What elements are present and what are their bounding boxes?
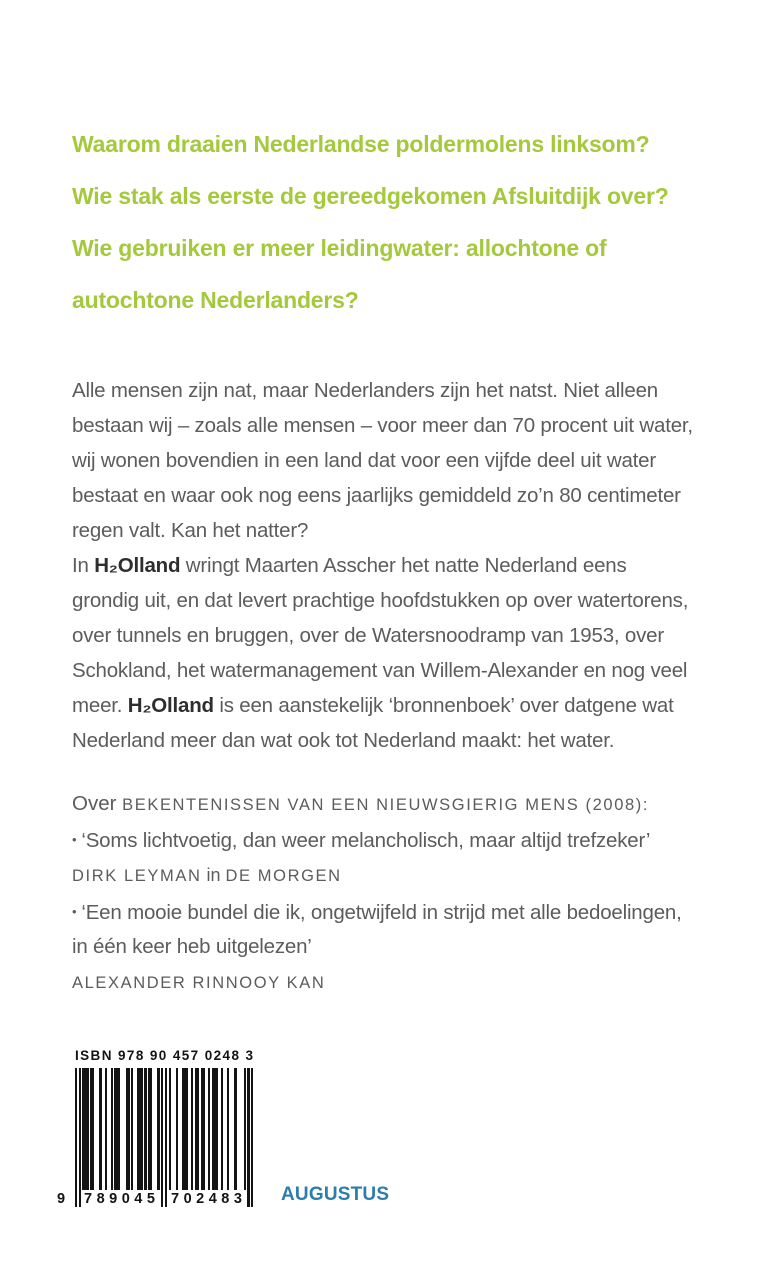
barcode-bar	[234, 1068, 236, 1190]
body-segment: grondig uit, en dat levert prachtige hoofdstukken op over watertorens,	[72, 589, 689, 612]
book-title-inline: H₂Olland	[127, 694, 214, 717]
book-title-inline: H₂Olland	[94, 554, 181, 577]
reviewer-name: DIRK LEYMAN	[72, 867, 202, 885]
review-attribution	[72, 857, 772, 894]
barcode-bar	[86, 1068, 88, 1190]
review-section	[72, 786, 772, 1001]
teaser-question-line: Wie stak als eerste de gereedgekomen Afsluitdijk over?	[72, 183, 669, 209]
review-header-work-title: BEKENTENISSEN VAN EEN NIEUWSGIERIG MENS (2008):	[122, 796, 650, 814]
body-line	[72, 618, 772, 653]
barcode-bar	[99, 1068, 101, 1190]
body-segment: is een aanstekelijk ‘bronnenboek’ over datgene wat	[213, 694, 674, 717]
body-line	[72, 478, 772, 513]
body-line	[72, 443, 772, 478]
barcode-bar	[208, 1068, 210, 1190]
body-segment: wij wonen bovendien in een land dat voor een vijfde deel uit water	[72, 449, 656, 472]
barcode-digit-prefix: 9	[57, 1191, 66, 1207]
barcode-bar	[111, 1068, 113, 1190]
review-header-prefix: Over	[72, 792, 123, 815]
body-line	[72, 513, 772, 548]
body-segment: bestaat en waar ook nog eens jaarlijks gemiddeld zo’n 80 centimeter	[72, 484, 681, 507]
publisher-logo-augustus: AUGUSTUS	[281, 1184, 390, 1205]
barcode-digits-left: 789045	[84, 1191, 160, 1207]
body-segment: over tunnels en bruggen, over de Watersnoodramp van 1953, over	[72, 624, 664, 647]
barcode-bar	[157, 1068, 159, 1190]
body-segment: regen valt. Kan het natter?	[72, 519, 309, 542]
body-line	[72, 548, 772, 583]
barcode-bar	[221, 1068, 223, 1190]
bullet-icon: •	[72, 904, 77, 919]
barcode-bar	[131, 1068, 133, 1190]
barcode-bar	[150, 1068, 152, 1190]
review-header	[72, 786, 772, 822]
barcode-bar	[176, 1068, 178, 1190]
review-quote-line: • ‘Een mooie bundel die ik, ongetwijfeld in strijd met alle bedoelingen,	[72, 901, 682, 924]
body-line	[72, 653, 772, 688]
barcode-bar	[118, 1068, 120, 1190]
barcode-bar	[127, 1068, 129, 1190]
body-line	[72, 723, 772, 758]
teaser-question-line: Wie gebruiken er meer leidingwater: allochtone of	[72, 235, 607, 261]
barcode-guard-bar	[165, 1068, 167, 1207]
body-segment: Schokland, het watermanagement van Willem-Alexander en nog veel	[72, 659, 688, 682]
barcode-bar	[202, 1068, 204, 1190]
barcode-bar	[105, 1068, 107, 1190]
teaser-question-line: Waarom draaien Nederlandse poldermolens linksom?	[72, 131, 650, 157]
body-line	[72, 688, 772, 723]
barcode-bar	[141, 1068, 143, 1190]
barcode-guard-bar	[247, 1068, 249, 1207]
body-line	[72, 373, 772, 408]
barcode-digits-right: 702483	[171, 1191, 247, 1207]
barcode-guard-bar	[251, 1068, 253, 1207]
body-segment: wringt Maarten Asscher het natte Nederland eens	[180, 554, 627, 577]
teaser-questions	[72, 129, 762, 337]
barcode-guard-bar	[79, 1068, 81, 1207]
review-quote-line: in één keer heb uitgelezen’	[72, 935, 312, 958]
attribution-connector: in	[201, 865, 226, 885]
isbn-label: ISBN 978 90 457 0248 3	[75, 1048, 255, 1063]
barcode-guard-bar	[161, 1068, 163, 1207]
bullet-icon: •	[72, 832, 77, 847]
barcode-guard-bar	[75, 1068, 77, 1207]
teaser-question-line: autochtone Nederlanders?	[72, 287, 359, 313]
body-line	[72, 408, 772, 443]
body-segment: Alle mensen zijn nat, maar Nederlanders zijn het natst. Niet alleen	[72, 379, 658, 402]
barcode-bar	[244, 1068, 246, 1190]
body-text	[72, 373, 772, 758]
barcode-bar	[186, 1068, 188, 1190]
body-line	[72, 583, 772, 618]
barcode-bar	[92, 1068, 94, 1190]
barcode-bar	[144, 1068, 146, 1190]
barcode-bar	[227, 1068, 229, 1190]
body-segment: In	[72, 554, 95, 577]
barcode-bar	[191, 1068, 193, 1190]
body-segment: meer.	[72, 694, 128, 717]
isbn-barcode	[57, 1048, 255, 1210]
review-list	[72, 822, 772, 1001]
review-attribution	[72, 964, 772, 1001]
body-segment: Nederland meer dan wat ook tot Nederland maakt: het water.	[72, 729, 615, 752]
review-quote-line: • ‘Soms lichtvoetig, dan weer melancholisch, maar altijd trefzeker’	[72, 829, 651, 852]
barcode-bar	[169, 1068, 171, 1190]
reviewer-name: DE MORGEN	[225, 867, 342, 885]
body-segment: bestaan wij – zoals alle mensen – voor meer dan 70 procent uit water,	[72, 414, 693, 437]
reviewer-name: ALEXANDER RINNOOY KAN	[72, 974, 326, 992]
barcode-bar	[197, 1068, 199, 1190]
barcode-bar	[216, 1068, 218, 1190]
